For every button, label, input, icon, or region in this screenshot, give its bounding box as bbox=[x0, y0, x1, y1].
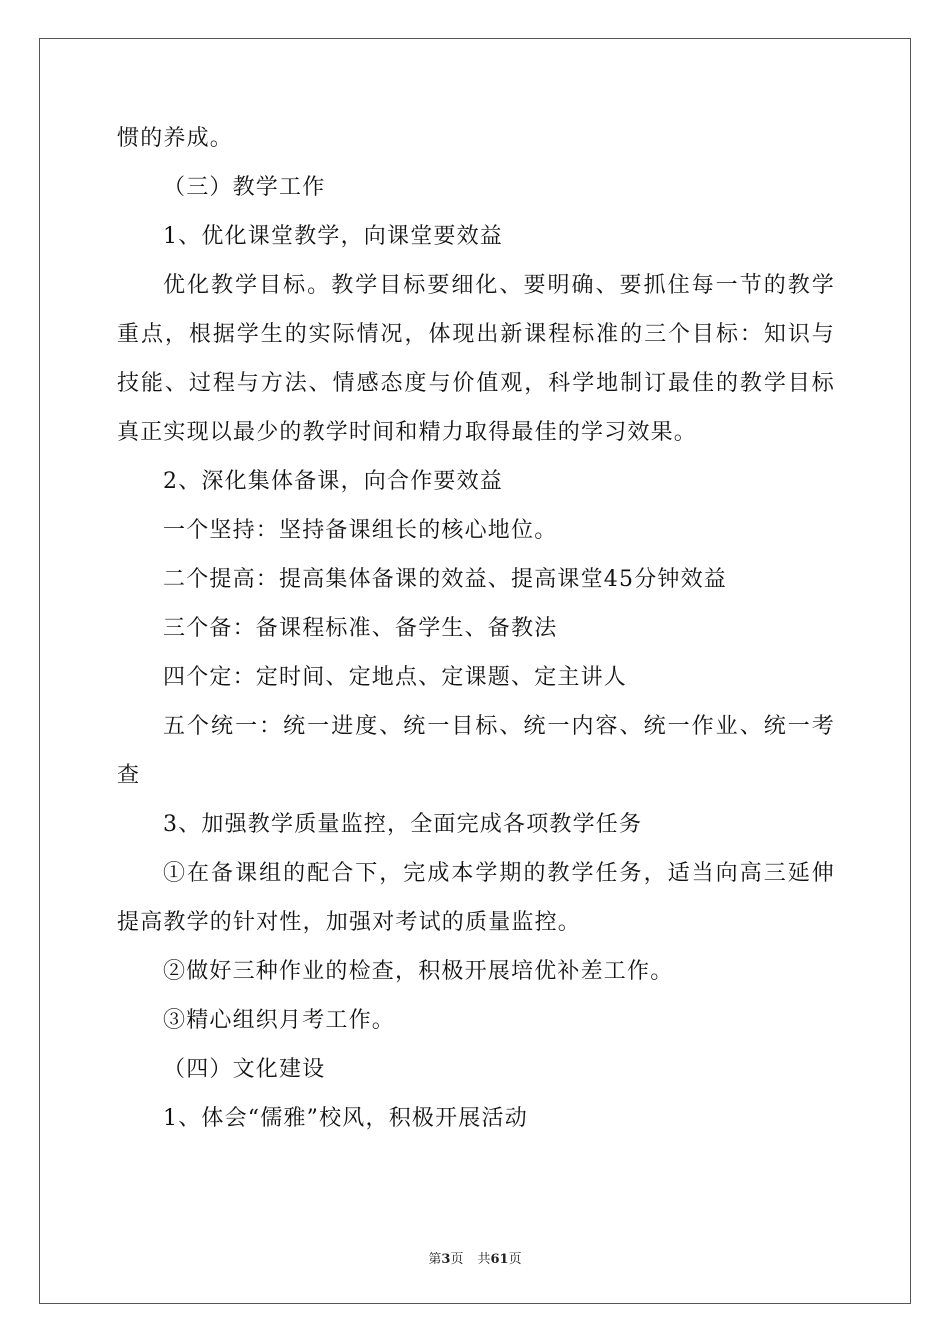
paragraph-line: 优化教学目标。教学目标要细化、要明确、要抓住每一节的教学 bbox=[163, 273, 835, 298]
paragraph-line: ③精心组织月考工作。 bbox=[163, 1008, 396, 1033]
total-prefix: 共 bbox=[477, 1252, 491, 1267]
paragraph-line: ①在备课组的配合下，完成本学期的教学任务，适当向高三延伸 bbox=[163, 861, 835, 886]
paragraph-line: 提高教学的针对性，加强对考试的质量监控。 bbox=[117, 910, 582, 935]
paragraph-line: 惯的养成。 bbox=[117, 126, 234, 151]
subsection-heading: 2、深化集体备课，向合作要效益 bbox=[163, 469, 503, 494]
paragraph-line: 查 bbox=[117, 763, 141, 788]
paragraph-line: 五个统一：统一进度、统一目标、统一内容、统一作业、统一考 bbox=[163, 714, 835, 739]
paragraph-line: 重点，根据学生的实际情况，体现出新课程标准的三个目标：知识与 bbox=[117, 322, 835, 347]
paragraph-line: 技能、过程与方法、情感态度与价值观，科学地制订最佳的教学目标 bbox=[117, 371, 835, 396]
total-pages: 61 bbox=[490, 1252, 509, 1267]
section-heading: （四）文化建设 bbox=[163, 1057, 326, 1082]
page-prefix: 第 bbox=[428, 1252, 442, 1267]
subsection-heading: 1、体会“儒雅”校风，积极开展活动 bbox=[163, 1106, 528, 1131]
paragraph-line: 真正实现以最少的教学时间和精力取得最佳的学习效果。 bbox=[117, 420, 698, 445]
paragraph-line: 三个备：备课程标准、备学生、备教法 bbox=[163, 616, 558, 641]
subsection-heading: 1、优化课堂教学，向课堂要效益 bbox=[163, 224, 503, 249]
paragraph-line: 一个坚持：坚持备课组长的核心地位。 bbox=[163, 518, 558, 543]
page-footer bbox=[0, 1248, 950, 1267]
paragraph-line: ②做好三种作业的检查，积极开展培优补差工作。 bbox=[163, 959, 674, 984]
total-suffix: 页 bbox=[508, 1252, 522, 1267]
paragraph-line: 四个定：定时间、定地点、定课题、定主讲人 bbox=[163, 665, 628, 690]
subsection-heading: 3、加强教学质量监控，全面完成各项教学任务 bbox=[163, 812, 643, 837]
paragraph-line: 二个提高：提高集体备课的效益、提高课堂45分钟效益 bbox=[163, 567, 727, 592]
page-suffix: 页 bbox=[450, 1252, 464, 1267]
section-heading: （三）教学工作 bbox=[163, 175, 326, 200]
page-number: 3 bbox=[441, 1252, 451, 1267]
